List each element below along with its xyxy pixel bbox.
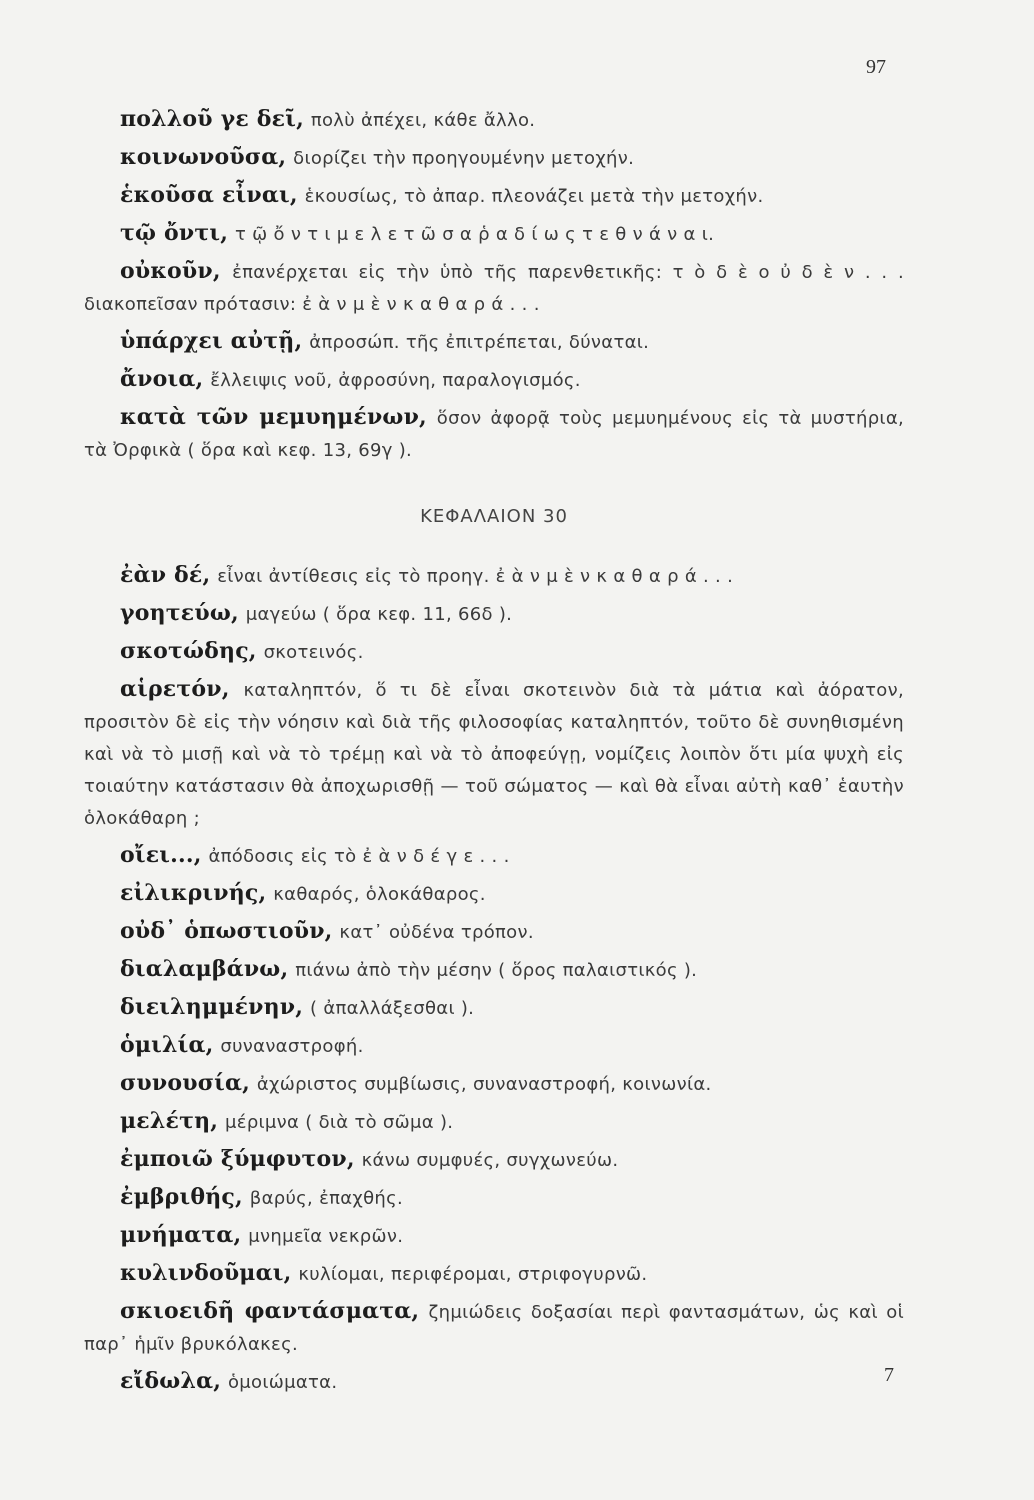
- glossary-entry: [84, 142, 904, 174]
- entry-term: κοινωνοῦσα,: [120, 144, 287, 170]
- entry-gloss: ( ἀπαλλάξεσθαι ).: [310, 998, 475, 1019]
- entry-term: διειλημμένην,: [120, 994, 304, 1020]
- entry-term: συνουσία,: [120, 1070, 250, 1096]
- glossary-entry: [84, 674, 904, 834]
- entry-term: αἱρετόν,: [120, 676, 230, 702]
- entry-term: μνήματα,: [120, 1222, 242, 1248]
- entry-term: σκιοειδῆ φαντάσματα,: [120, 1298, 420, 1324]
- glossary-entry: [84, 1258, 904, 1290]
- glossary-entry: [84, 218, 904, 250]
- entry-term: κατὰ τῶν μεμυημένων,: [120, 404, 427, 430]
- glossary-entry: [84, 598, 904, 630]
- entry-gloss: μνημεῖα νεκρῶν.: [248, 1226, 404, 1247]
- glossary-entry: [84, 560, 904, 592]
- glossary-entry: [84, 878, 904, 910]
- glossary-entry: [84, 1296, 904, 1360]
- glossary-entry: [84, 636, 904, 668]
- entry-term: ὑπάρχει αὐτῇ,: [120, 328, 303, 354]
- entry-gloss: διορίζει τὴν προηγουμένην μετοχήν.: [293, 148, 635, 169]
- glossary-entry: [84, 1030, 904, 1062]
- entry-term: οἴει...,: [120, 842, 202, 868]
- entry-gloss: πιάνω ἀπὸ τὴν μέσην ( ὅρος παλαιστικός ).: [295, 960, 698, 981]
- entry-gloss: ἀπόδοσις εἰς τὸ ἐ ὰ ν δ έ γ ε . . .: [208, 846, 510, 867]
- glossary-entry: [84, 1366, 904, 1398]
- entry-term: ἐὰν δέ,: [120, 562, 211, 588]
- entry-gloss: μέριμνα ( διὰ τὸ σῶμα ).: [225, 1112, 454, 1133]
- entry-gloss: ζημιώδεις δοξασίαι περὶ φαντασμάτων, ὡς καὶ οἱ παρ᾽ ἡμῖν βρυκόλακες.: [84, 1302, 904, 1355]
- glossary-entry: [84, 1220, 904, 1252]
- glossary-entry: [84, 954, 904, 986]
- entry-gloss: ὁμοιώματα.: [227, 1372, 338, 1393]
- entry-term: μελέτη,: [120, 1108, 219, 1134]
- entry-term: εἴδωλα,: [120, 1368, 222, 1394]
- entry-term: ἐμβριθής,: [120, 1184, 243, 1210]
- glossary-entry: [84, 256, 904, 320]
- entry-term: ἐμποιῶ ξύμφυτον,: [120, 1146, 355, 1172]
- entry-gloss: τ ῷ ὄ ν τ ι μ ε λ ε τ ῶ σ α ῥ α δ ί ω ς τ ε θ ν ά ν α ι.: [234, 224, 715, 245]
- entry-term: ἑκοῦσα εἶναι,: [120, 182, 298, 208]
- entry-gloss: κάνω συμφυές, συγχωνεύω.: [361, 1150, 619, 1171]
- glossary-entry: [84, 1144, 904, 1176]
- entry-gloss: καθαρός, ὁλοκάθαρος.: [273, 884, 486, 905]
- glossary-entry: [84, 992, 904, 1024]
- glossary-entry: [84, 364, 904, 396]
- glossary-entry: [84, 326, 904, 358]
- entry-gloss: ἔλλειψις νοῦ, ἀφροσύνη, παραλογισμός.: [210, 370, 581, 391]
- entry-gloss: πολὺ ἀπέχει, κάθε ἄλλο.: [310, 110, 536, 131]
- page-number: 97: [866, 56, 886, 78]
- entry-term: εἰλικρινής,: [120, 880, 267, 906]
- glossary-entry: [84, 402, 904, 466]
- signature-mark: 7: [884, 1364, 894, 1386]
- entry-gloss: σκοτεινός.: [263, 642, 364, 663]
- entry-gloss: καταληπτόν, ὅ τι δὲ εἶναι σκοτεινὸν διὰ τὰ μάτια καὶ ἀόρατον, προσιτὸν δὲ εἰς τὴν νόησιν καὶ διὰ τῆς φιλοσοφίας καταληπτόν, τοῦτο δὲ συνηθισμένη καὶ νὰ τὸ μισῇ καὶ νὰ τὸ τρέμῃ καὶ νὰ τὸ ἀποφεύγῃ, νομίζεις λοιπὸν ὅτι μία ψυχὴ εἰς τοιαύτην κατάστασιν θὰ ἀποχωρισθῇ — τοῦ σώματος — καὶ θὰ εἶναι αὐτὴ καθ᾽ ἑαυτὴν ὁλοκάθαρη ;: [84, 680, 904, 829]
- entry-gloss: ἑκουσίως, τὸ ἀπαρ. πλεονάζει μετὰ τὴν μετοχήν.: [304, 186, 764, 207]
- entry-gloss: εἶναι ἀντίθεσις εἰς τὸ προηγ. ἐ ὰ ν μ ὲ ν κ α θ α ρ ά . . .: [217, 566, 734, 587]
- glossary-entry: [84, 104, 904, 136]
- entry-gloss: μαγεύω ( ὅρα κεφ. 11, 66δ ).: [245, 604, 513, 625]
- glossary-entry: [84, 1068, 904, 1100]
- entry-term: κυλινδοῦμαι,: [120, 1260, 292, 1286]
- entry-gloss: βαρύς, ἐπαχθής.: [249, 1188, 404, 1209]
- glossary-section-chapter-30: [84, 560, 904, 1404]
- entry-gloss: συναναστροφή.: [220, 1036, 364, 1057]
- glossary-entry: [84, 916, 904, 948]
- entry-gloss: ἐπανέρχεται εἰς τὴν ὑπὸ τῆς παρενθετικῆς: τ ὸ δ ὲ ο ὐ δ ὲ ν . . . διακοπεῖσαν πρότασιν: ἐ ὰ ν μ ὲ ν κ α θ α ρ ά . . .: [84, 262, 904, 315]
- entry-term: ἄνοια,: [120, 366, 204, 392]
- chapter-heading: ΚΕΦΑΛΑΙΟΝ 30: [420, 506, 568, 527]
- entry-gloss: κατ᾽ οὐδένα τρόπον.: [339, 922, 534, 943]
- entry-term: σκοτώδης,: [120, 638, 257, 664]
- entry-term: διαλαμβάνω,: [120, 956, 289, 982]
- entry-term: οὐκοῦν,: [120, 258, 221, 284]
- entry-gloss: ἀπροσώπ. τῆς ἐπιτρέπεται, δύναται.: [309, 332, 650, 353]
- entry-term: ὁμιλία,: [120, 1032, 214, 1058]
- glossary-section-top: [84, 104, 904, 472]
- entry-term: τῷ ὄντι,: [120, 220, 229, 246]
- entry-term: οὐδ᾽ ὁπωστιοῦν,: [120, 918, 333, 944]
- glossary-entry: [84, 1182, 904, 1214]
- entry-term: πολλοῦ γε δεῖ,: [120, 106, 304, 132]
- entry-term: γοητεύω,: [120, 600, 239, 626]
- glossary-entry: [84, 180, 904, 212]
- entry-gloss: ἀχώριστος συμβίωσις, συναναστροφή, κοινωνία.: [256, 1074, 712, 1095]
- entry-gloss: ὅσον ἀφορᾷ τοὺς μεμυημένους εἰς τὰ μυστήρια, τὰ Ὀρφικὰ ( ὅρα καὶ κεφ. 13, 69γ ).: [84, 408, 904, 461]
- glossary-entry: [84, 840, 904, 872]
- glossary-entry: [84, 1106, 904, 1138]
- entry-gloss: κυλίομαι, περιφέρομαι, στριφογυρνῶ.: [298, 1264, 648, 1285]
